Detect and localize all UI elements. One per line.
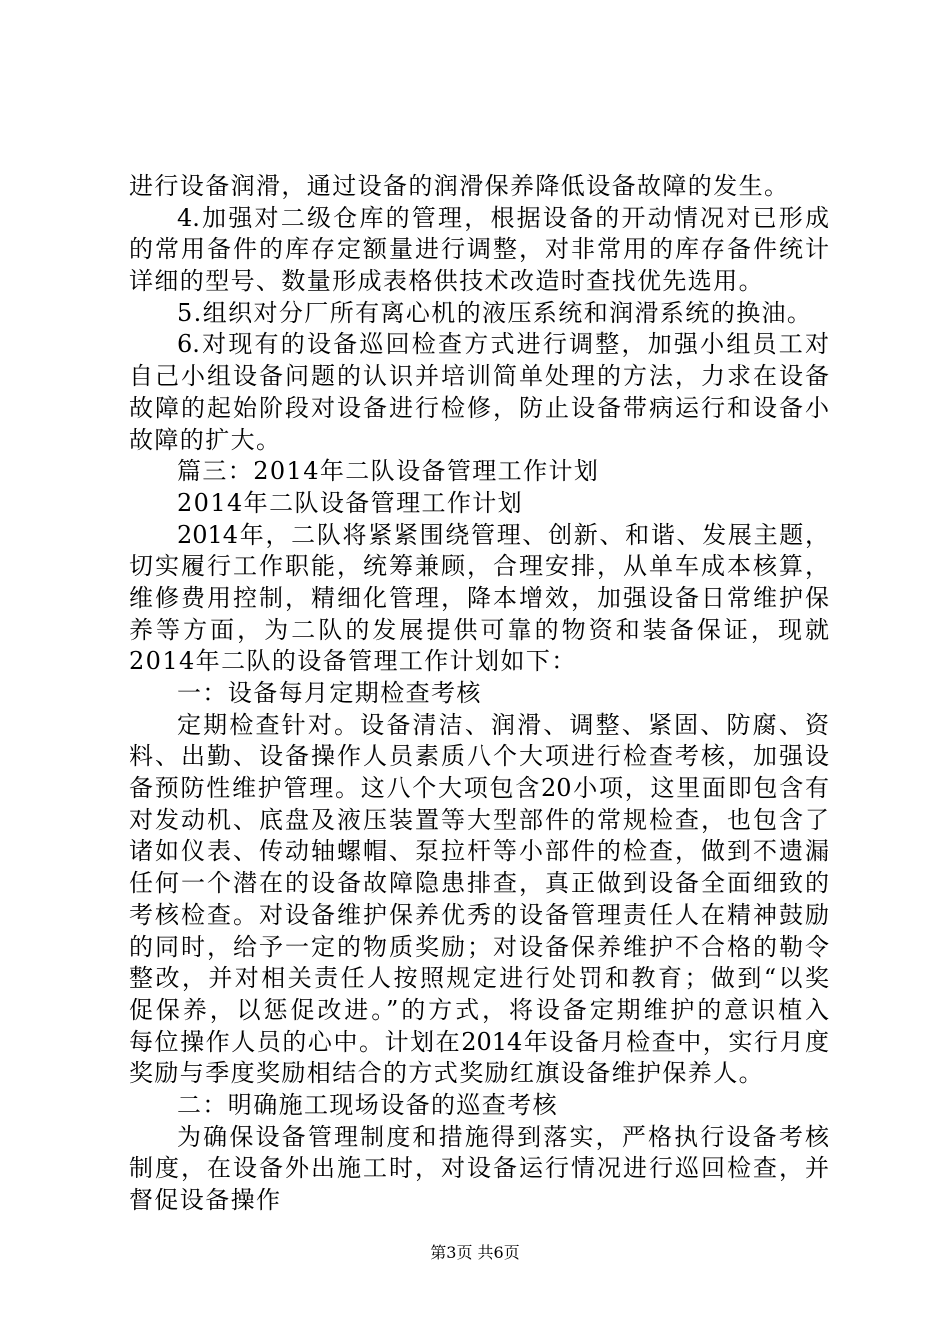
text-line: 2014年，二队将紧紧围绕管理、创新、和谐、发展主题， [177, 520, 829, 549]
text-line: 详细的型号、数量形成表格供技术改造时查找优先选用。 [129, 267, 764, 296]
text-line: 定期检查针对。设备清洁、润滑、调整、紧固、防腐、资 [177, 710, 829, 739]
text-line: 自己小组设备问题的认识并培训简单处理的方法，力求在设备 [129, 362, 829, 391]
document-body [129, 171, 829, 1217]
text-line: 的同时，给予一定的物质奖励；对设备保养维护不合格的勒令 [129, 932, 829, 961]
text-line: 为确保设备管理制度和措施得到落实，严格执行设备考核 [177, 1122, 829, 1151]
text-line: 整改，并对相关责任人按照规定进行处罚和教育；做到“以奖 [129, 964, 829, 993]
text-line: 任何一个潜在的设备故障隐患排查，真正做到设备全面细致的 [129, 869, 829, 898]
text-line: 对发动机、底盘及液压装置等大型部件的常规检查，也包含了 [129, 805, 829, 834]
text-line: 2014年二队设备管理工作计划 [177, 488, 524, 517]
text-line: 每位操作人员的心中。计划在2014年设备月检查中，实行月度 [129, 1027, 829, 1056]
text-line: 故障的起始阶段对设备进行检修，防止设备带病运行和设备小 [129, 393, 829, 422]
text-line: 故障的扩大。 [129, 425, 282, 454]
text-line: 的常用备件的库存定额量进行调整，对非常用的库存备件统计 [129, 235, 829, 264]
text-line: 促保养，以惩促改进。”的方式，将设备定期维护的意识植入 [129, 995, 829, 1024]
text-line: 2014年二队的设备管理工作计划如下： [129, 647, 577, 676]
text-line: 进行设备润滑，通过设备的润滑保养降低设备故障的发生。 [129, 172, 790, 200]
text-line: 切实履行工作职能，统筹兼顾，合理安排，从单车成本核算， [129, 552, 829, 581]
page-footer: 第3页 共6页 [430, 1243, 520, 1262]
text-line: 4.加强对二级仓库的管理，根据设备的开动情况对已形成 [177, 203, 829, 232]
text-line: 备预防性维护管理。这八个大项包含20小项，这里面即包含有 [129, 774, 829, 803]
text-line: 6.对现有的设备巡回检查方式进行调整，加强小组员工对 [177, 330, 829, 359]
text-line: 二：明确施工现场设备的巡查考核 [177, 1090, 558, 1119]
text-line: 考核检查。对设备维护保养优秀的设备管理责任人在精神鼓励 [129, 900, 829, 929]
text-line: 制度，在设备外出施工时，对设备运行情况进行巡回检查，并 [129, 1154, 829, 1183]
text-line: 5.组织对分厂所有离心机的液压系统和润滑系统的换油。 [177, 298, 813, 327]
text-line: 一：设备每月定期检查考核 [177, 679, 482, 707]
text-line: 养等方面，为二队的发展提供可靠的物资和装备保证，现就 [129, 615, 829, 644]
text-line: 诸如仪表、传动轴螺帽、泵拉杆等小部件的检查，做到不遗漏 [129, 837, 829, 866]
text-line: 料、出勤、设备操作人员素质八个大项进行检查考核，加强设 [129, 742, 829, 771]
text-line: 维修费用控制，精细化管理，降本增效，加强设备日常维护保 [129, 583, 829, 612]
text-line: 督促设备操作 [129, 1186, 282, 1214]
text-line: 奖励与季度奖励相结合的方式奖励红旗设备维护保养人。 [129, 1059, 764, 1088]
text-line: 篇三：2014年二队设备管理工作计划 [177, 457, 600, 486]
